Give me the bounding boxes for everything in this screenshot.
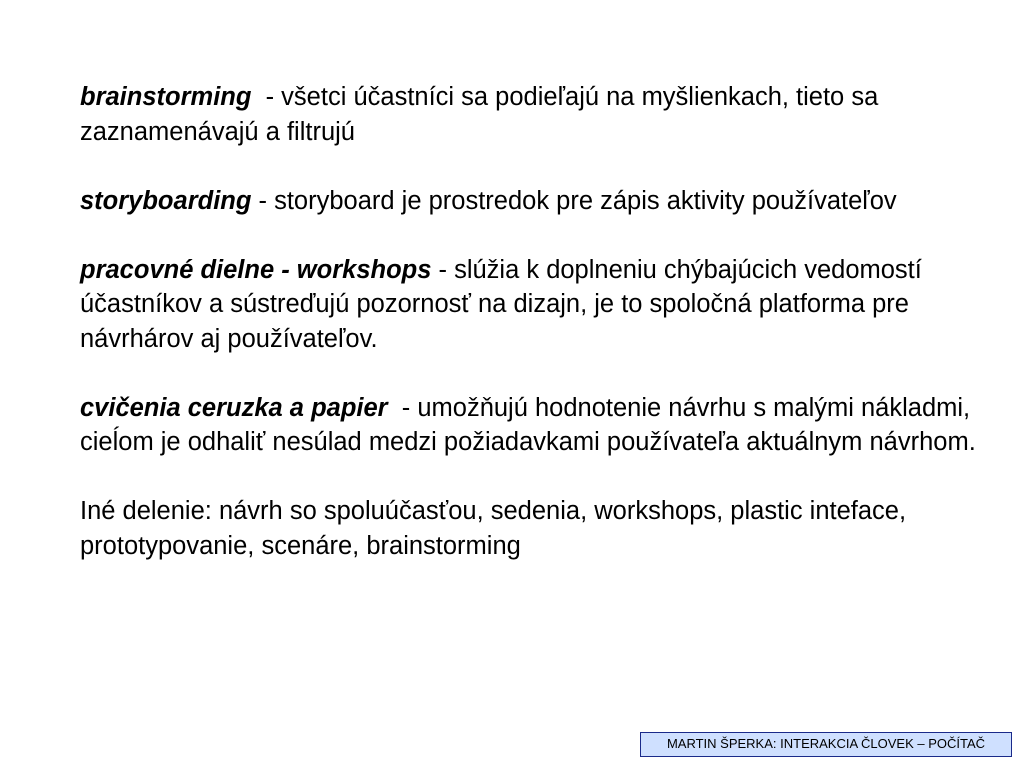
definition-workshops: - slúžia k doplneniu chýbajúcich vedomostí účastníkov a sústreďujú pozornosť na dizajn, je to spoločná platforma pre návrhárov aj používateľov. [80,255,929,353]
paragraph-storyboarding [80,184,980,219]
footer-author-badge: MARTIN ŠPERKA: INTERAKCIA ČLOVEK – POČÍTAČ [640,732,1012,757]
paragraph-other-division: Iné delenie: návrh so spoluúčasťou, sedenia, workshops, plastic inteface, prototypovanie, scenáre, brainstorming [80,497,907,560]
definition-storyboarding: - storyboard je prostredok pre zápis aktivity používateľov [251,186,897,215]
term-pencil-paper: cvičenia ceruzka a papier [80,393,388,422]
paragraph-workshops [80,253,980,357]
definition-pencil-paper: - umožňujú hodnotenie návrhu s malými nákladmi, cieĺom je odhaliť nesúlad medzi požiadavkami používateľa aktuálnym návrhom. [80,393,978,456]
paragraph-brainstorming [80,80,980,149]
slide-body [80,80,980,598]
paragraph-pencil-paper [80,391,980,460]
term-storyboarding: storyboarding [80,186,252,215]
definition-brainstorming: - všetci účastníci sa podieľajú na myšlienkach, tieto sa zaznamenávajú a filtrujú [80,83,886,146]
term-brainstorming: brainstorming [80,83,252,111]
term-workshops: pracovné dielne - workshops [80,255,432,284]
